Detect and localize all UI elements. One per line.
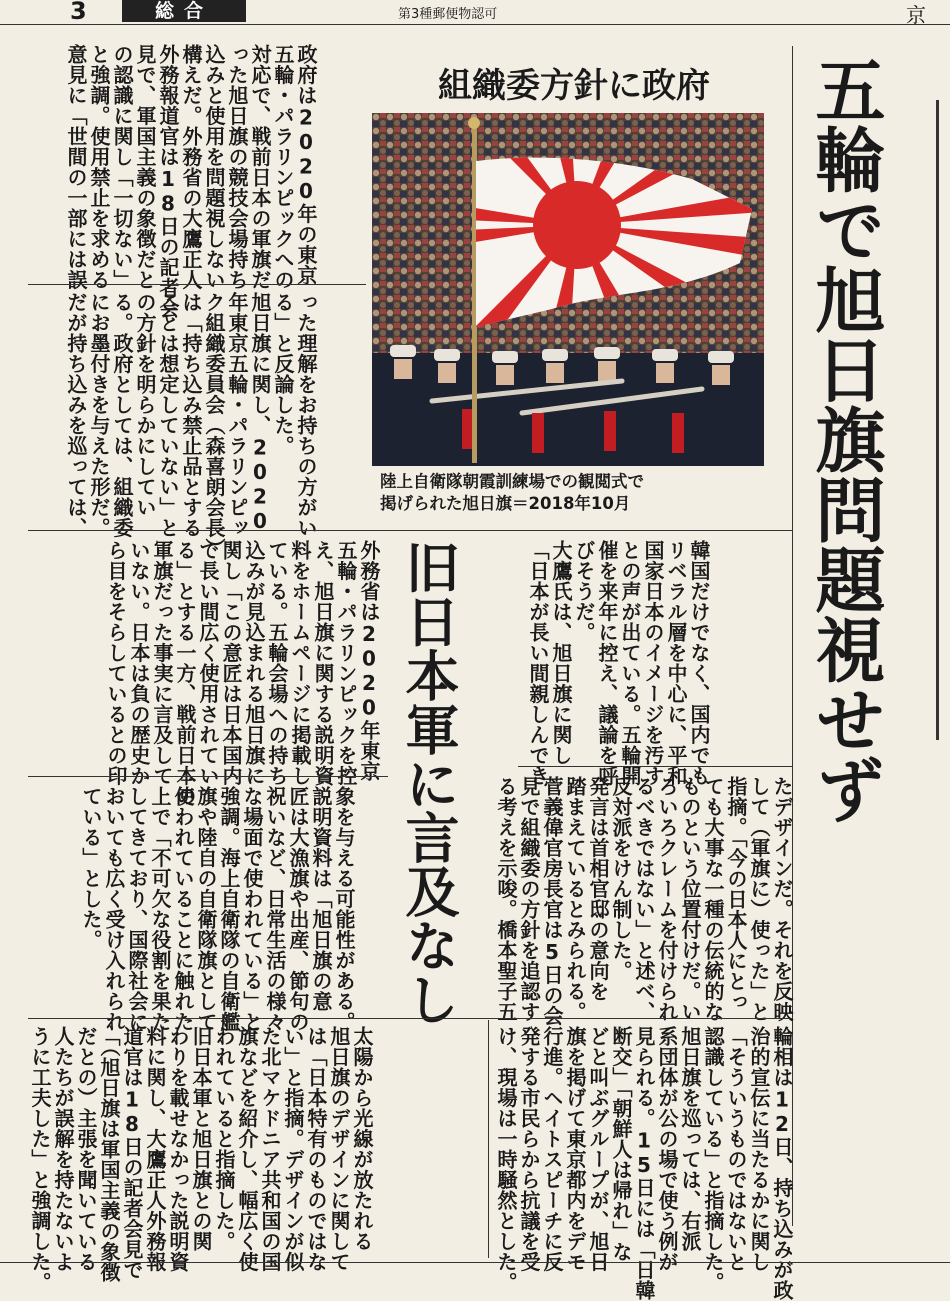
text-line: と強調。使用禁止を求める bbox=[87, 44, 111, 290]
text-line: 強調。海上自衛隊の自衛艦 bbox=[217, 786, 241, 1032]
text-line: 旭日旗のデザインに関して bbox=[327, 1026, 351, 1272]
text-line: で長い間広く使用されてい bbox=[196, 540, 220, 786]
postal-notice: 第3種郵便物認可 bbox=[398, 7, 498, 22]
row-rule bbox=[28, 530, 792, 531]
article-block-3 bbox=[526, 540, 711, 786]
edge-rule bbox=[936, 100, 939, 740]
text-line: してきており、国際社会に bbox=[125, 786, 149, 1032]
text-line: わりを載せなかった説明資 bbox=[166, 1026, 190, 1272]
text-line: リベラル層を中心に、平和 bbox=[664, 540, 688, 786]
text-line: との声が出ている。五輪開 bbox=[618, 540, 642, 786]
article-block-7 bbox=[494, 1026, 794, 1301]
text-line: ものという位置付けだ。い bbox=[678, 776, 702, 1022]
text-line: 「日本が長い間親しんでき bbox=[526, 540, 550, 786]
text-line: 料をホームページに掲載し bbox=[288, 540, 312, 786]
text-line: 発言は首相官邸の意向を bbox=[586, 776, 610, 1002]
text-line: 見られる。15日には「日韓 bbox=[632, 1026, 656, 1301]
text-line: 外務省は2020年東京 bbox=[357, 540, 381, 782]
text-line: え、旭日旗に関する説明資 bbox=[311, 540, 335, 786]
text-line: ら目をそらしているとの印 bbox=[104, 540, 128, 786]
rising-sun-flag-photo bbox=[372, 113, 764, 466]
text-line: 込みと使用を問題視しない bbox=[202, 44, 226, 290]
article-block-5 bbox=[494, 776, 794, 1026]
text-line: 関し「この意匠は日本国内 bbox=[219, 540, 243, 786]
text-line: る」と反論した。 bbox=[271, 292, 295, 456]
text-line: 反対派をけん制した。 bbox=[609, 776, 633, 981]
text-line: 使われていることに触れた bbox=[171, 786, 195, 1032]
article-block-2 bbox=[64, 292, 318, 559]
text-line: る考えを示唆。橋本聖子五 bbox=[494, 776, 518, 1022]
text-line: ク組織委員会（森喜朗会長） bbox=[202, 292, 226, 559]
text-line: な場面で使われている」と bbox=[240, 786, 264, 1032]
text-line: け、現場は一時騒然とした。 bbox=[494, 1026, 518, 1293]
text-line: どと叫ぶグループが、旭日 bbox=[586, 1026, 610, 1272]
text-line: 菅義偉官房長官は5日の会 bbox=[540, 776, 564, 1026]
text-line: 「そういうものではないと bbox=[724, 1026, 748, 1272]
text-line: 輪相は12日、持ち込みが政 bbox=[770, 1026, 794, 1301]
text-line: 外務報道官は18日の記者会 bbox=[156, 44, 180, 319]
text-line: 見で組織委の方針を追認す bbox=[517, 776, 541, 1022]
text-line: は「持ち込み禁止品とする bbox=[179, 292, 203, 538]
text-line: 発する市民らから抗議を受 bbox=[517, 1026, 541, 1272]
text-line: ろいろクレームを付けられ bbox=[655, 776, 679, 1022]
text-line: 五輪・パラリンピックを控 bbox=[334, 540, 358, 786]
text-line: にお墨付きを与えた形だ。 bbox=[87, 292, 111, 538]
text-line: った理解をお持ちの方がい bbox=[294, 292, 318, 538]
text-line: ても大事な一種の伝統的な bbox=[701, 776, 725, 1022]
text-line: 祝いなど、日常生活の様々 bbox=[263, 786, 287, 1032]
text-line: るべきではない」と述べ、 bbox=[632, 776, 656, 1022]
text-line: ことは想定していない」と bbox=[156, 292, 180, 538]
text-line: 認識している」と指摘した。 bbox=[701, 1026, 725, 1293]
text-line: 旭日旗を巡っては、右派 bbox=[678, 1026, 702, 1252]
photo-caption bbox=[380, 471, 770, 515]
text-line: 道官は18日の記者会見で bbox=[120, 1026, 144, 1280]
article-block-1 bbox=[64, 44, 318, 319]
text-line: 政府は2020年の東京 bbox=[294, 44, 318, 286]
text-line: い」と指摘。デザインが似 bbox=[281, 1026, 305, 1272]
caption-line: 陸上自衛隊朝霞訓練場での観閲式で bbox=[380, 472, 644, 491]
row-rule bbox=[28, 1018, 792, 1019]
text-line: 匠は大漁旗や出産、節句の bbox=[286, 786, 310, 1032]
text-line: 韓国だけでなく、国内でも bbox=[687, 540, 711, 786]
text-line: 旧日本軍と旭日旗との関 bbox=[189, 1026, 213, 1252]
section-label: 総合 bbox=[122, 0, 246, 22]
page-header bbox=[0, 0, 950, 27]
text-line: 人たちが誤解を持たないよ bbox=[51, 1026, 75, 1272]
text-line: る。政府としては、組織委 bbox=[110, 292, 134, 538]
row-rule bbox=[518, 766, 792, 767]
text-line: 料に関し、大鷹正人外務報 bbox=[143, 1026, 167, 1272]
second-headline: 旧日本軍に言及なし bbox=[397, 540, 460, 1026]
text-line: 説明資料は「旭日旗の意 bbox=[309, 786, 333, 1012]
text-line: 系団体が公の場で使う例が bbox=[655, 1026, 679, 1272]
row-rule bbox=[28, 284, 366, 285]
text-line: 込みが見込まれる旭日旗に bbox=[242, 540, 266, 786]
page-number: 3 bbox=[70, 0, 87, 25]
text-line: 踏まえているとみられる。 bbox=[563, 776, 587, 1022]
text-line: 旗や陸自の自衛隊旗として bbox=[194, 786, 218, 1032]
text-line: 構えだ。外務省の大鷹正人 bbox=[179, 44, 203, 290]
text-line: 意見に「世間の一部には誤 bbox=[64, 44, 88, 290]
sub-headline: 組織委方針に政府 bbox=[438, 66, 710, 106]
text-line: の認識に関し「一切ない」 bbox=[110, 44, 134, 290]
article-block-8 bbox=[28, 1026, 374, 1293]
text-line: 断交」「朝鮮人は帰れ」な bbox=[609, 1026, 633, 1262]
text-line: ている。五輪会場への持ち bbox=[265, 540, 289, 786]
article-block-4 bbox=[104, 540, 381, 807]
text-line: の方針を明らかにしてい bbox=[133, 292, 157, 518]
text-line: いない。日本は負の歴史か bbox=[127, 540, 151, 786]
text-line: 対応で、戦前日本の軍旗だ bbox=[248, 44, 272, 290]
article-block-6 bbox=[79, 786, 356, 1032]
text-line: 五輪・パラリンピックへの bbox=[271, 44, 295, 290]
text-line: 国家日本のイメージを汚す bbox=[641, 540, 665, 786]
text-line: 指摘。「今の日本人にとっ bbox=[724, 776, 748, 1012]
text-line: は「日本特有のものではな bbox=[304, 1026, 328, 1272]
text-line: 見で、軍国主義の象徴だと bbox=[133, 44, 157, 290]
photo-illustration bbox=[372, 113, 764, 466]
text-line: 旗などを紹介し、幅広く使 bbox=[235, 1026, 259, 1272]
text-line: 年東京五輪・パラリンピッ bbox=[225, 292, 249, 538]
caption-line: 掲げられた旭日旗＝2018年10月 bbox=[380, 494, 631, 513]
footer-rule bbox=[0, 1262, 950, 1263]
text-line: われていると指摘した。 bbox=[212, 1026, 236, 1252]
text-line: おいても広く受け入れられ bbox=[102, 786, 126, 1032]
row-rule bbox=[28, 776, 388, 777]
text-line: る」とする一方、戦前日本の bbox=[173, 540, 197, 807]
text-line: 催を来年に控え、議論を呼 bbox=[595, 540, 619, 786]
text-line: 行進。ヘイトスピーチに反 bbox=[540, 1026, 564, 1272]
text-line: 太陽から光線が放たれる bbox=[350, 1026, 374, 1252]
text-line: だが持ち込みを巡っては、 bbox=[64, 292, 88, 538]
text-line: 大鷹氏は、旭日旗に関し bbox=[549, 540, 573, 766]
text-line: 旗を掲げて東京都内をデモ bbox=[563, 1026, 587, 1272]
text-line: 軍旗だった事実に言及して bbox=[150, 540, 174, 786]
column-rule bbox=[488, 1020, 489, 1258]
text-line: して（軍旗に）使った」と bbox=[747, 776, 771, 1022]
text-line: 治的宣伝に当たるかに関し bbox=[747, 1026, 771, 1272]
header-rule bbox=[0, 24, 950, 25]
text-line: った旭日旗の競技会場持ち bbox=[225, 44, 249, 290]
text-line: うに工夫した」と強調した。 bbox=[28, 1026, 52, 1293]
text-line: た北マケドニア共和国の国 bbox=[258, 1026, 282, 1272]
text-line: ている」とした。 bbox=[79, 786, 103, 950]
masthead-fragment: 京 bbox=[906, 3, 926, 27]
text-line: 旭日旗に関し、2020 bbox=[248, 292, 272, 534]
text-line: びそうだ。 bbox=[572, 540, 596, 643]
text-line: 象を与える可能性がある。 bbox=[332, 786, 356, 1032]
text-line: 上で「不可欠な役割を果た bbox=[148, 786, 172, 1032]
main-headline: 五輪で旭日旗問題視せず bbox=[804, 54, 886, 824]
text-line: だとの）主張を聞いている bbox=[74, 1026, 98, 1272]
text-line: たデザインだ。それを反映 bbox=[770, 776, 794, 1022]
text-line: 「（旭日旗は軍国主義の象徴 bbox=[97, 1026, 121, 1283]
